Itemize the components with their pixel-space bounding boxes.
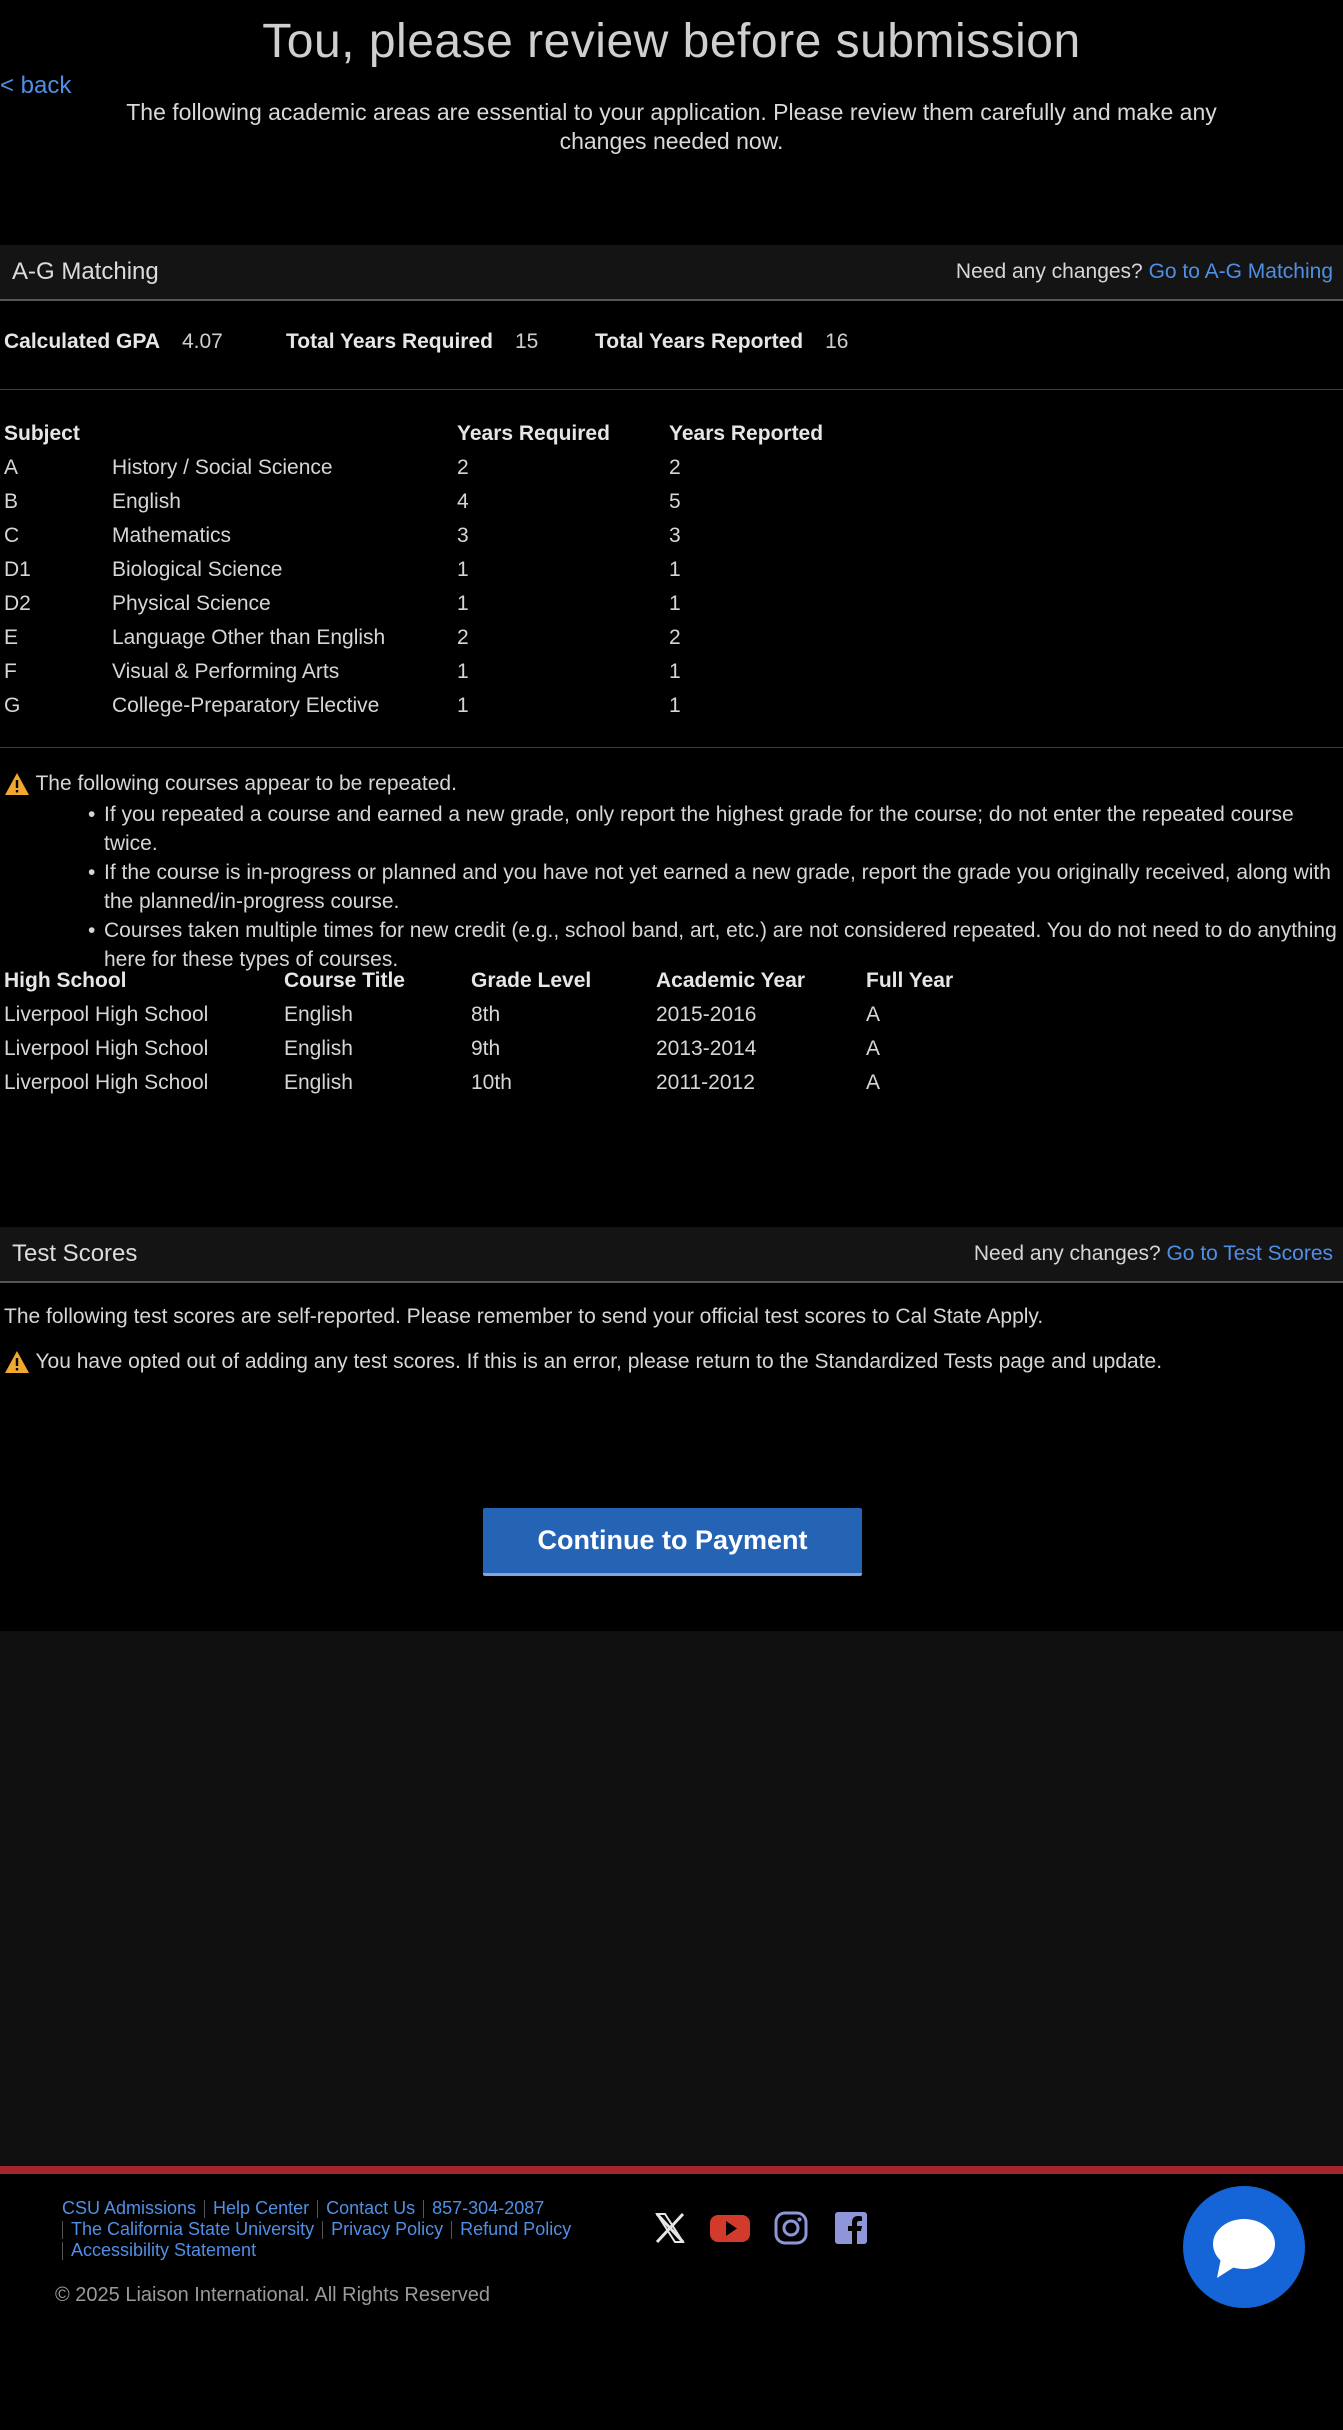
course-cell: A: [866, 1037, 881, 1060]
column-header: Years Required: [457, 422, 610, 445]
subject-code-cell: F: [4, 660, 17, 683]
footer-link-help-center[interactable]: Help Center: [213, 2198, 310, 2218]
table-row: [4, 1066, 966, 1100]
subject-rep-cell: 1: [669, 558, 681, 581]
subject-req-cell: 2: [457, 626, 469, 649]
copyright: © 2025 Liaison International. All Rights Reserved: [55, 2284, 490, 2306]
column-header: Subject: [4, 422, 80, 445]
warning-icon: [4, 1350, 30, 1374]
subject-rep-cell: 5: [669, 490, 681, 513]
repeated-courses-table: [4, 964, 966, 1100]
back-link[interactable]: < back: [0, 72, 72, 99]
gpa-label: Calculated GPA: [4, 330, 160, 353]
repeated-courses-warning: [4, 772, 457, 796]
footer-rule: [0, 2166, 1343, 2174]
changes-prompt: [956, 260, 1333, 284]
subject-rep-cell: 3: [669, 524, 681, 547]
divider: [0, 747, 1343, 748]
course-cell: 9th: [471, 1037, 501, 1060]
course-cell: A: [866, 1071, 881, 1094]
guidance-bullet: • If you repeated a course and earned a new grade, only report the highest grade for the course; do not enter the repeated course twice.: [88, 800, 1343, 858]
subject-name-cell: History / Social Science: [112, 456, 333, 479]
footer-link-accessibility[interactable]: Accessibility Statement: [71, 2240, 257, 2260]
years-required-value: 15: [514, 330, 539, 353]
page-title: Tou, please review before submission: [262, 15, 1081, 68]
subject-name-cell: Mathematics: [112, 524, 232, 547]
footer-link-refund[interactable]: Refund Policy: [460, 2219, 572, 2239]
subject-req-cell: 3: [457, 524, 469, 547]
subject-code-cell: G: [4, 694, 21, 717]
chat-button[interactable]: [1183, 2186, 1305, 2308]
repeated-courses-note: The following courses appear to be repeated.: [35, 772, 457, 795]
instagram-icon[interactable]: [773, 2210, 809, 2246]
warning-icon: [4, 772, 30, 796]
column-header: Academic Year: [656, 969, 806, 992]
years-required-label: Total Years Required: [286, 330, 493, 353]
footer-link-csu[interactable]: The California State University: [71, 2219, 315, 2239]
changes-label: Need any changes?: [973, 1242, 1161, 1265]
table-row: [4, 553, 869, 587]
subject-name-cell: Language Other than English: [112, 626, 386, 649]
years-reported-label: Total Years Reported: [595, 330, 804, 353]
column-header: Full Year: [866, 969, 954, 992]
years-reported-summary: [595, 330, 848, 354]
continue-to-payment-button[interactable]: Continue to Payment: [483, 1508, 862, 1576]
course-cell: English: [284, 1071, 353, 1094]
repeated-courses-guidance: [88, 800, 1343, 974]
table-row: [4, 621, 869, 655]
footer-links: [62, 2198, 622, 2261]
subject-code-cell: D2: [4, 592, 31, 615]
intro-text: The following academic areas are essential to your application. Please review them carefully and make any changes needed now.: [126, 99, 1217, 154]
subject-req-cell: 1: [457, 558, 469, 581]
changes-prompt: [974, 1242, 1333, 1266]
footer-link-contact-us[interactable]: Contact Us: [326, 2198, 416, 2218]
go-to-ag-matching-link[interactable]: Go to A-G Matching: [1148, 260, 1333, 283]
subject-req-cell: 1: [457, 694, 469, 717]
table-row: [4, 587, 869, 621]
table-row: [4, 519, 869, 553]
table-row: [4, 1032, 966, 1066]
subject-code-cell: B: [4, 490, 19, 513]
table-row: [4, 998, 966, 1032]
subject-code-cell: C: [4, 524, 20, 547]
subject-req-cell: 1: [457, 592, 469, 615]
section-title: A-G Matching: [12, 258, 159, 285]
table-row: [4, 655, 869, 689]
course-cell: English: [284, 1003, 353, 1026]
footer-link-privacy[interactable]: Privacy Policy: [331, 2219, 444, 2239]
table-row: [4, 451, 869, 485]
subject-name-cell: English: [112, 490, 181, 513]
youtube-icon[interactable]: [709, 2210, 745, 2246]
subject-rep-cell: 1: [669, 694, 681, 717]
column-header: Years Reported: [669, 422, 824, 445]
course-cell: English: [284, 1037, 353, 1060]
subject-name-cell: Visual & Performing Arts: [112, 660, 340, 683]
table-header-row: [4, 964, 966, 998]
test-scores-warning: [4, 1350, 1162, 1374]
opted-out-note: You have opted out of adding any test scores. If this is an error, please return to the Standardized Tests page and update.: [35, 1350, 1163, 1373]
table-row: [4, 485, 869, 519]
course-cell: 2015-2016: [656, 1003, 757, 1026]
footer-link-csu-admissions[interactable]: CSU Admissions: [62, 2198, 197, 2218]
guidance-bullet: • If the course is in-progress or planned and you have not yet earned a new grade, report the grade you originally received, along with the planned/in-progress course.: [88, 858, 1343, 916]
go-to-test-scores-link[interactable]: Go to Test Scores: [1166, 1242, 1333, 1265]
test-scores-note: The following test scores are self-reported. Please remember to send your official test scores to Cal State Apply.: [4, 1305, 1044, 1328]
course-cell: 2011-2012: [656, 1071, 755, 1094]
subject-rep-cell: 2: [669, 456, 681, 479]
gpa-summary: [4, 330, 223, 354]
subject-rep-cell: 2: [669, 626, 681, 649]
subject-rep-cell: 1: [669, 592, 681, 615]
footer-link-phone[interactable]: 857-304-2087: [432, 2198, 545, 2218]
course-cell: 10th: [471, 1071, 512, 1094]
subject-code-cell: D1: [4, 558, 31, 581]
ag-subject-table: [4, 417, 869, 723]
subject-req-cell: 2: [457, 456, 469, 479]
course-cell: Liverpool High School: [4, 1071, 209, 1094]
course-cell: Liverpool High School: [4, 1037, 209, 1060]
column-header: High School: [4, 969, 127, 992]
subject-req-cell: 1: [457, 660, 469, 683]
column-header: Grade Level: [471, 969, 592, 992]
subject-name-cell: Biological Science: [112, 558, 283, 581]
guidance-bullet: • Courses taken multiple times for new credit (e.g., school band, art, etc.) are not considered repeated. You do not need to do anything here for these types of courses.: [88, 916, 1343, 974]
changes-label: Need any changes?: [955, 260, 1143, 283]
years-reported-value: 16: [825, 330, 849, 353]
divider: [0, 389, 1343, 390]
table-row: [4, 689, 869, 723]
years-required-summary: [286, 330, 538, 354]
chat-bubble-icon: [1183, 2186, 1305, 2308]
section-title: Test Scores: [12, 1240, 138, 1267]
ag-matching-header: [0, 245, 1343, 301]
course-cell: Liverpool High School: [4, 1003, 209, 1026]
subject-code-cell: E: [4, 626, 19, 649]
subject-code-cell: A: [4, 456, 19, 479]
gpa-value: 4.07: [181, 330, 223, 353]
course-cell: A: [866, 1003, 881, 1026]
table-header-row: [4, 417, 869, 451]
subject-name-cell: Physical Science: [112, 592, 271, 615]
test-scores-header: [0, 1227, 1343, 1283]
subject-rep-cell: 1: [669, 660, 681, 683]
subject-name-cell: College-Preparatory Elective: [112, 694, 380, 717]
page-spacer: [0, 1631, 1343, 2166]
subject-req-cell: 4: [457, 490, 469, 513]
facebook-icon[interactable]: [833, 2210, 869, 2246]
course-cell: 8th: [471, 1003, 501, 1026]
column-header: Course Title: [284, 969, 405, 992]
course-cell: 2013-2014: [656, 1037, 757, 1060]
x-icon[interactable]: [652, 2210, 688, 2246]
